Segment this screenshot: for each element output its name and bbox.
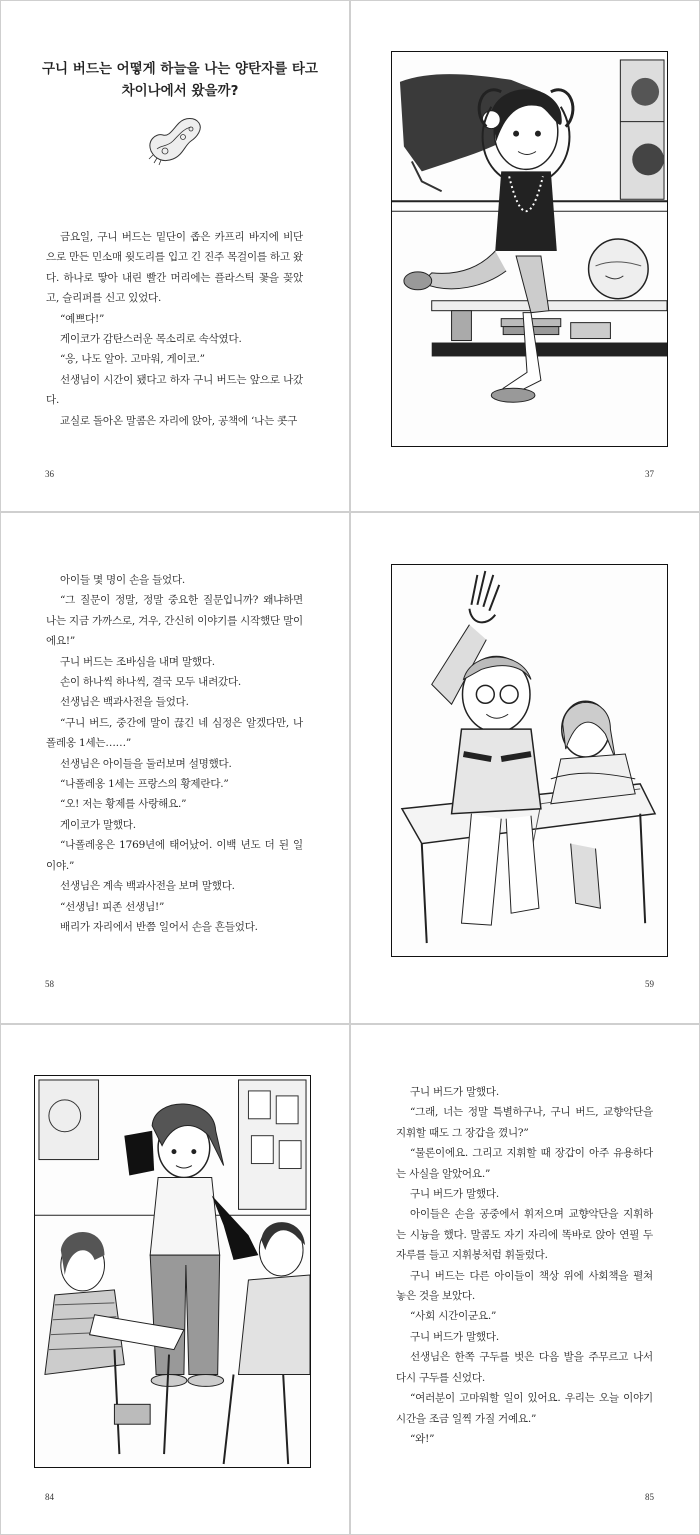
paragraph: “예쁘다!” xyxy=(60,312,105,325)
page-number: 59 xyxy=(645,979,654,989)
paragraph: 아이들은 손을 공중에서 휘저으며 교향악단을 지휘하는 시늉을 했다. 말콤도 자기 자리에 똑바로 앉아 연필 두 자루를 들고 지휘봉처럼 휘둘렀다. xyxy=(396,1208,653,1262)
flying-carpet-icon xyxy=(143,111,205,169)
paragraph: “사회 시간이군요.” xyxy=(410,1310,497,1323)
paragraph: 구니 버드는 다른 아이들이 책상 위에 사회책을 펼쳐 놓은 것을 보았다. xyxy=(396,1269,653,1303)
page-85-text xyxy=(396,1082,653,1449)
page-number: 58 xyxy=(45,979,54,989)
paragraph: 구니 버드가 말했다. xyxy=(410,1086,499,1098)
paragraph: 게이코가 말했다. xyxy=(60,818,136,831)
page-number: 84 xyxy=(45,1492,54,1502)
page-84 xyxy=(0,1024,350,1535)
girl-posing-in-classroom-drawing xyxy=(391,51,668,447)
chapter-title: 구니 버드는 어떻게 하늘을 나는 양탄자를 타고 차이나에서 왔을까? xyxy=(42,61,318,99)
page-85 xyxy=(350,1024,700,1535)
paragraph: 배리가 자리에서 반쯤 일어서 손을 흔들었다. xyxy=(60,920,258,933)
paragraph: 구니 버드가 말했다. xyxy=(410,1330,499,1343)
paragraph: “여러분이 고마워할 일이 있어요. 우리는 오늘 이야기 시간을 조금 일찍 가질 거예요.” xyxy=(396,1392,653,1425)
page-37 xyxy=(350,0,700,512)
page-number: 85 xyxy=(645,1492,654,1502)
paragraph: “구니 버드, 중간에 말이 끊긴 네 심정은 알겠다만, 나폴레옹 1세는……” xyxy=(46,716,303,750)
paragraph: “선생님! 피존 선생님!” xyxy=(60,900,165,913)
paragraph: 선생님이 시간이 됐다고 하자 구니 버드는 앞으로 나갔다. xyxy=(46,373,303,407)
boy-raising-hand-drawing xyxy=(391,564,668,957)
paragraph: 선생님은 계속 백과사전을 보며 말했다. xyxy=(60,880,235,893)
paragraph: “나폴레옹은 1769년에 태어났어. 이백 년도 더 된 일이야.” xyxy=(46,839,303,872)
paragraph: 선생님은 백과사전을 들었다. xyxy=(60,696,189,709)
paragraph: “나폴레옹 1세는 프랑스의 황제란다.” xyxy=(60,778,229,791)
paragraph: 구니 버드는 조바심을 내며 말했다. xyxy=(60,655,215,668)
page-58 xyxy=(0,512,350,1024)
paragraph: 손이 하나씩 하나씩, 결국 모두 내려갔다. xyxy=(60,676,242,689)
paragraph: 선생님은 한쪽 구두를 벗은 다음 발을 주무르고 나서 다시 구두를 신었다. xyxy=(396,1351,653,1384)
paragraph: 아이들 몇 명이 손을 들었다. xyxy=(60,574,186,586)
page-36-text xyxy=(46,227,303,431)
page-59 xyxy=(350,512,700,1024)
paragraph: 선생님은 아이들을 둘러보며 설명했다. xyxy=(60,757,232,770)
paragraph: “응, 나도 알아. 고마워, 게이코.” xyxy=(60,353,205,366)
page-36 xyxy=(0,0,350,512)
paragraph: 금요일, 구니 버드는 밑단이 좁은 카프리 바지에 비단으로 만든 민소매 윗도리를 입고 긴 진주 목걸이를 하고 왔다. 하나로 땋아 내린 빨간 머리에는 플라스틱 꽃을 꽂았고, 슬리퍼를 신고 있었다. xyxy=(46,231,303,305)
page-number: 36 xyxy=(45,469,54,479)
paragraph: 구니 버드가 말했다. xyxy=(410,1188,499,1201)
paragraph: 게이코가 감탄스러운 목소리로 속삭였다. xyxy=(60,333,242,346)
paragraph: “오! 저는 황제를 사랑해요.” xyxy=(60,798,187,811)
paragraph: “물론이에요. 그리고 지휘할 때 장갑이 아주 유용하다는 사실을 알았어요.” xyxy=(396,1147,653,1180)
paragraph: “그 질문이 정말, 정말 중요한 질문입니까? 왜냐하면 나는 지금 가까스로, 겨우, 간신히 이야기를 시작했단 말이에요!” xyxy=(46,594,303,648)
paragraph: “그래, 너는 정말 특별하구나, 구니 버드, 교향악단을 지휘할 때도 그 장갑을 꼈니?” xyxy=(396,1106,653,1139)
page-number: 37 xyxy=(645,469,654,479)
girl-in-gloves-classroom-drawing xyxy=(34,1075,311,1468)
paragraph: 교실로 돌아온 말콤은 자리에 앉아, 공책에 ‘나는 콧구 xyxy=(60,414,298,427)
paragraph: “와!” xyxy=(410,1432,435,1445)
page-58-text xyxy=(46,570,303,937)
